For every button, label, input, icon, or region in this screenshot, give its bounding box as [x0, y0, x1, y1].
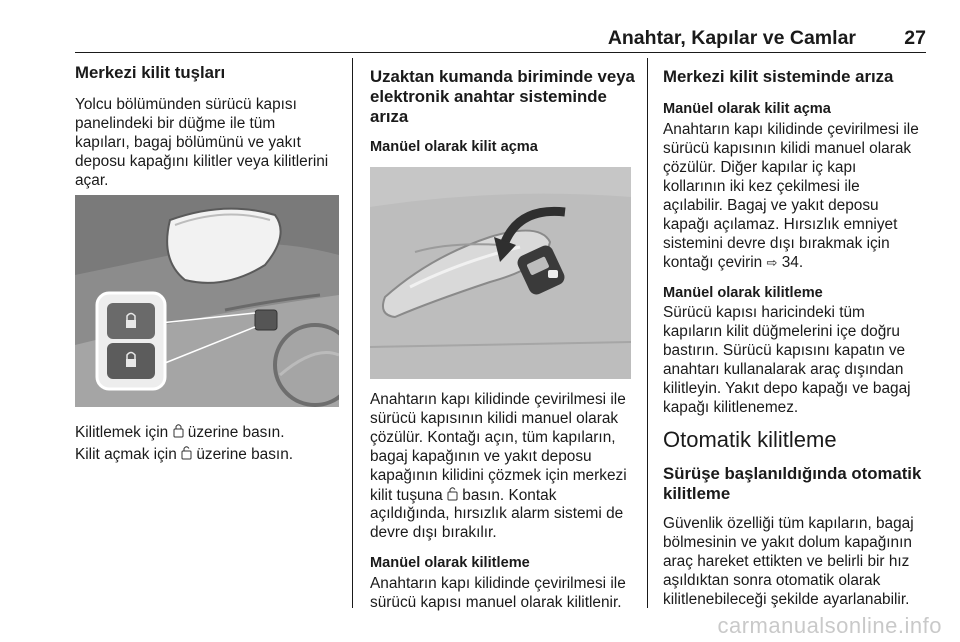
text-line: sürücü kapısı manuel olarak kilitlenir.: [370, 594, 622, 611]
text-line: kapıların kilit düğmelerini içe doğru: [663, 323, 900, 340]
text-line: devre dışı bırakılır.: [370, 524, 497, 541]
subheading-manual-unlock: Manüel olarak kilit açma: [370, 139, 538, 155]
unlock-icon: [181, 445, 192, 465]
door-panel-illustration: [75, 195, 339, 407]
text-line: bagaj kapağının ve yakıt deposu: [370, 448, 592, 465]
text-line: sistemini devre dışı bırakmak için: [663, 235, 890, 252]
text-line: sürücü kapısının kilidi manuel olarak: [663, 140, 912, 157]
unlock-text-b: üzerine basın.: [196, 446, 294, 463]
subheading-manual-lock: Manüel olarak kilitleme: [663, 285, 823, 301]
text-line: Güvenlik özelliği tüm kapıların, bagaj: [663, 515, 914, 532]
text-line: çözülür. Kontağı açın, tüm kapıların,: [370, 429, 616, 446]
text-line: sürücü kapısının kilidi manuel olarak: [370, 410, 619, 427]
heading-line: arıza: [370, 107, 409, 126]
text-line: çözülür. Diğer kapılar iç kapı: [663, 159, 857, 176]
page-number: 27: [904, 27, 926, 49]
text-line: kollarının iki kez çekilmesi ile: [663, 178, 860, 195]
door-handle-key-illustration: [370, 167, 631, 379]
text-line: Sürücü kapısı haricindeki tüm: [663, 304, 865, 321]
unlock-instruction: [75, 445, 293, 465]
text-line: deposu kapağını kilitler veya kilitlerini: [75, 153, 329, 170]
text-line: Yolcu bölümünden sürücü kapısı: [75, 96, 297, 113]
text-line: açılabilir. Bagaj ve yakıt deposu: [663, 197, 879, 214]
subheading-manual-unlock: Manüel olarak kilit açma: [663, 101, 831, 117]
unlock-icon: [447, 486, 458, 506]
header-rule: [75, 52, 926, 53]
heading-line: kilitleme: [663, 484, 731, 503]
text-line: Anahtarın kapı kilidinde çevirilmesi ile: [370, 575, 626, 592]
lock-text-b: üzerine basın.: [187, 424, 285, 441]
text-line: kilitleyin. Yakıt depo kapağı ve bagaj: [663, 380, 911, 397]
subheading-manual-lock: Manüel olarak kilitleme: [370, 555, 530, 571]
page-header: [75, 27, 926, 53]
page-reference-link[interactable]: 34.: [781, 254, 804, 271]
text-line: açıldığında, hırsızlık alarm sistemi de: [370, 505, 624, 522]
column-divider-2: [647, 58, 648, 608]
text-line: bastırın. Sürücü kapısını kapatın ve: [663, 342, 906, 359]
text-line: bölmesinin ve yakıt dolum kapağının: [663, 534, 912, 551]
text-fragment: kilit tuşuna: [370, 487, 443, 504]
unlock-text-a: Kilit açmak için: [75, 446, 177, 463]
page-title: Anahtar, Kapılar ve Camlar: [607, 27, 856, 49]
text-line: aşıldıktan sonra otomatik olarak: [663, 572, 881, 589]
text-fragment: kontağı çevirin: [663, 254, 763, 271]
text-line: kapağı açılamaz. Hırsızlık emniyet: [663, 216, 898, 233]
text-line: açar.: [75, 172, 109, 189]
page-reference-arrow-icon[interactable]: ⇨: [766, 255, 778, 270]
text-line: anahtarı kullanalarak araç dışından: [663, 361, 904, 378]
section-title-automatic-locking: Otomatik kilitleme: [663, 427, 837, 452]
text-line: kapağının kilidini çözmek için merkezi: [370, 467, 627, 484]
lock-icon: [173, 423, 184, 443]
watermark: carmanualsonline.info: [717, 613, 942, 638]
text-line: kapıları, bagaj bölümünü ve yakıt: [75, 134, 301, 151]
text-line: [370, 486, 556, 506]
section-heading-central-lock-failure: Merkezi kilit sisteminde arıza: [663, 67, 894, 86]
text-line: Anahtarın kapı kilidinde çevirilmesi ile: [370, 391, 626, 408]
heading-line: Sürüşe başlanıldığında otomatik: [663, 464, 922, 483]
lock-text-a: Kilitlemek için: [75, 424, 169, 441]
column-divider-1: [352, 58, 353, 608]
text-line: [663, 254, 803, 272]
text-fragment: basın. Kontak: [462, 487, 557, 504]
section-heading-central-lock: Merkezi kilit tuşları: [75, 63, 226, 82]
text-line: araç hareket ettikten ve belirli bir hız: [663, 553, 910, 570]
lock-instruction: [75, 423, 284, 443]
text-line: Anahtarın kapı kilidinde çevirilmesi ile: [663, 121, 919, 138]
heading-line: Uzaktan kumanda biriminde veya: [370, 67, 635, 86]
text-line: kilitlenebileceği şekilde ayarlanabilir.: [663, 591, 910, 608]
text-line: kapağı kilitlenemez.: [663, 399, 799, 416]
heading-line: elektronik anahtar sisteminde: [370, 87, 607, 106]
text-line: panelindeki bir düğme ile tüm: [75, 115, 276, 132]
